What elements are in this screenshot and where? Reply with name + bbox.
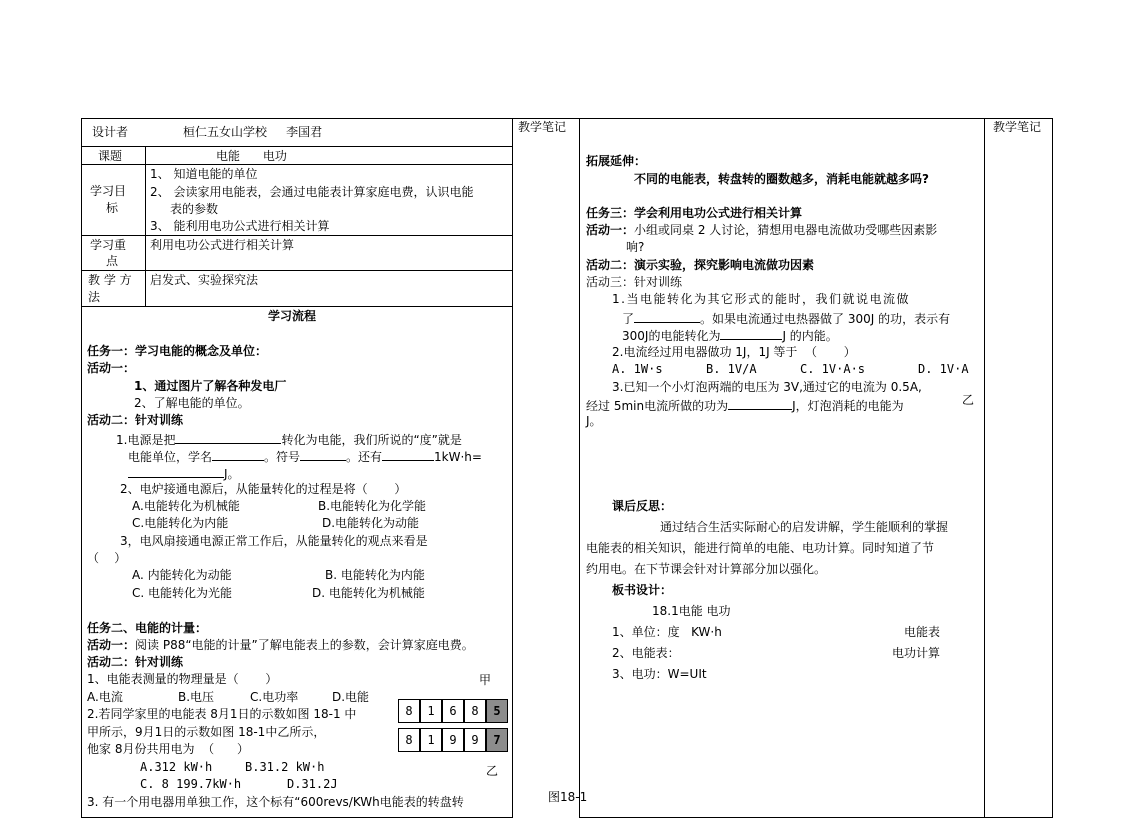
r-q3-text-a: 经过 5min电流所做的功为	[586, 399, 729, 413]
task1-q2: 2、电炉接通电源后，从能量转化的过程是将（ ）	[120, 482, 407, 496]
task2-title: 任务二、电能的计量：	[87, 621, 208, 635]
task2-q1-b: B.电压	[178, 690, 215, 704]
r-q1-l1: 1.当电能转化为其它形式的能时，我们就说电流做	[612, 292, 910, 306]
task2-q2-l2: 甲所示，9月1日的示数如图 18-1中乙所示，	[87, 725, 326, 739]
r-q3-l3: J。	[586, 414, 602, 428]
designer-value: 桓仁五女山学校 李国君	[183, 125, 323, 139]
figure-caption: 图18-1	[548, 790, 588, 804]
task3-title: 任务三：学会利用电功公式进行相关计算	[586, 206, 803, 220]
key-label: 学习重	[90, 238, 127, 252]
reflect-l2: 电能表的相关知识，能进行简单的电能、电功计算。同时知道了节	[586, 541, 935, 555]
row-line-5	[81, 306, 513, 307]
key-label-2: 点	[106, 254, 119, 268]
task2-q2-a: A.312 kW·h	[140, 760, 213, 774]
blank[interactable]	[382, 448, 434, 461]
board-item-3: 3、电功：W=UIt	[612, 667, 707, 681]
task2-q1-d: D.电能	[332, 690, 370, 704]
blank[interactable]	[128, 465, 224, 478]
key-value: 利用电功公式进行相关计算	[150, 238, 295, 252]
label-jia: 甲	[479, 673, 492, 687]
task1-activity2: 活动二：针对训练	[87, 413, 184, 427]
r-q3-text-b: J，灯泡消耗的电能为	[792, 399, 904, 413]
r-q1-l3	[622, 327, 838, 344]
label-yi: 乙	[486, 764, 499, 778]
task1-q3-b: B. 电能转化为内能	[325, 568, 425, 582]
task1-q1-line2	[128, 448, 482, 465]
r-q3-l2	[586, 397, 904, 414]
task1-item1: 1、通过图片了解各种发电厂	[134, 379, 287, 393]
board-heading: 18.1电能 电功	[652, 604, 731, 618]
meter2-digit-decimal: 7	[486, 728, 508, 752]
flow-title: 学习流程	[268, 309, 317, 323]
meter1-digit: 8	[398, 699, 420, 723]
board-item-1-right: 电能表	[904, 625, 941, 639]
task2-q2-l3: 他家 8月份共用电为 （ ）	[87, 742, 249, 756]
task1-item2: 2、了解电能的单位。	[134, 396, 250, 410]
task2-activity1-text: 阅读 P88“电能的计量”了解电能表上的参数，会计算家庭电费。	[135, 638, 474, 652]
right-notes-divider	[984, 118, 985, 818]
task1-q1-line3	[128, 465, 240, 482]
task2-q1-c: C.电功率	[250, 690, 299, 704]
blank[interactable]	[175, 431, 281, 444]
reflect-l3: 约用电。在下节课会针对计算部分加以强化。	[586, 562, 827, 576]
board-item-2-right: 电功计算	[892, 646, 941, 660]
meter1-digit: 6	[442, 699, 464, 723]
task2-q1: 1、电能表测量的物理量是（ ）	[87, 672, 278, 686]
blank[interactable]	[300, 448, 346, 461]
task2-q2-c: C. 8 199.7kW·h	[140, 777, 242, 791]
blank[interactable]	[212, 448, 264, 461]
task2-q2-b: B.31.2 kW·h	[245, 760, 325, 774]
goals-label-2: 标	[106, 201, 119, 215]
meter1-digit: 1	[420, 699, 442, 723]
designer-label: 设计者	[92, 125, 129, 139]
q1-text-d: 。符号	[264, 450, 301, 464]
goal-3: 3、 能利用电功公式进行相关计算	[150, 219, 330, 233]
r-q2-b: B. 1V/A	[706, 362, 757, 376]
task3-activity3: 活动三：针对训练	[586, 275, 683, 289]
r-q1-text-d: J 的内能。	[782, 329, 838, 343]
notes-header-left: 教学笔记	[518, 120, 567, 134]
task2-activity1-label: 活动一：	[87, 638, 136, 652]
task3-activity1-label: 活动一：	[586, 223, 635, 237]
q1-text-g: J。	[224, 467, 240, 481]
task1-q3-d: D. 电能转化为机械能	[312, 586, 425, 600]
meter2-digit: 9	[464, 728, 486, 752]
meter2-digit: 8	[398, 728, 420, 752]
topic-label: 课题	[98, 149, 123, 163]
goal-1: 1、 知道电能的单位	[150, 167, 258, 181]
r-q1-text-b: 。如果电流通过电热器做了 300J 的功，表示有	[700, 312, 951, 326]
meter2-digit: 9	[442, 728, 464, 752]
board-item-1: 1、单位：度 KW·h	[612, 625, 722, 639]
task1-activity1: 活动一：	[87, 361, 136, 375]
task3-activity1-text: 小组或同桌 2 人讨论，猜想用电器电流做功受哪些因素影	[634, 223, 938, 237]
blank[interactable]	[720, 327, 782, 340]
reflect-l1: 通过结合生活实际耐心的启发讲解，学生能顺利的掌握	[660, 520, 949, 534]
task3-activity2: 活动二：演示实验，探究影响电流做功因素	[586, 258, 815, 272]
task2-activity2: 活动二：针对训练	[87, 655, 184, 669]
r-q2-a: A. 1W·s	[612, 362, 663, 376]
topic-value: 电能 电功	[216, 149, 287, 163]
ext-question: 不同的电能表，转盘转的圈数越多，消耗电能就越多吗?	[634, 172, 929, 186]
r-q3-l1: 3.已知一个小灯泡两端的电压为 3V,通过它的电流为 0.5A,	[612, 380, 922, 394]
task2-activity1	[87, 638, 474, 653]
task2-q1-a: A.电流	[87, 690, 123, 704]
right-label-yi: 乙	[962, 393, 975, 407]
task1-q3-c: C. 电能转化为光能	[132, 586, 233, 600]
blank[interactable]	[634, 310, 700, 323]
goal-2: 2、 会读家用电能表，会通过电能表计算家庭电费，认识电能	[150, 185, 474, 199]
task1-title: 任务一：学习电能的概念及单位：	[87, 344, 268, 358]
task1-q2-a: A.电能转化为机械能	[132, 499, 240, 513]
task2-q2-l1: 2.若同学家里的电能表 8月1日的示数如图 18-1 中	[87, 707, 357, 721]
goals-label: 学习目	[90, 184, 127, 198]
task1-q2-d: D.电能转化为动能	[322, 516, 420, 530]
right-top-line	[513, 118, 1053, 119]
task3-activity1-cont: 响?	[626, 240, 645, 254]
goal-2-cont: 表的参数	[170, 202, 219, 216]
meter2-digit: 1	[420, 728, 442, 752]
q1-text-b: 转化为电能，我们所说的“度”就是	[281, 433, 462, 447]
meter1-digit: 8	[464, 699, 486, 723]
q1-text-c: 电能单位，学名	[128, 450, 213, 464]
meter1-digit-decimal: 5	[486, 699, 508, 723]
r-q2-c: C. 1V·A·s	[800, 362, 866, 376]
label-column-divider	[145, 146, 146, 306]
r-q1-text-a: 了	[622, 312, 635, 326]
task1-q3-a: A. 内能转化为动能	[132, 568, 232, 582]
task2-q3-cut: 3. 有一个用电器用单独工作，这个标有“600revs/KWh电能表的转盘转	[87, 795, 464, 809]
method-label: 教 学 方	[88, 273, 132, 287]
q1-text-a: 1.电源是把	[116, 433, 176, 447]
r-q1-text-c: 300J的电能转化为	[622, 329, 721, 343]
blank[interactable]	[728, 397, 792, 410]
board-item-2: 2、电能表：	[612, 646, 680, 660]
board-title: 板书设计：	[612, 583, 673, 597]
method-value: 启发式、实验探究法	[150, 273, 259, 287]
task1-q2-b: B.电能转化为化学能	[318, 499, 427, 513]
task1-q3: 3，电风扇接通电源正常工作后，从能量转化的观点来看是	[120, 534, 428, 548]
task1-q3-paren: （ ）	[87, 551, 127, 565]
task3-activity1	[586, 223, 937, 238]
r-q2-d: D. 1V·A	[918, 362, 969, 376]
r-q1-l2	[622, 310, 950, 327]
q1-text-e: 。还有	[346, 450, 383, 464]
task2-q2-d: D.31.2J	[287, 777, 338, 791]
notes-header-right: 教学笔记	[993, 120, 1042, 134]
method-label-2: 法	[88, 290, 101, 304]
q1-text-f: 1kW·h=	[434, 450, 482, 464]
task1-q2-c: C.电能转化为内能	[132, 516, 229, 530]
ext-title: 拓展延伸：	[586, 154, 647, 168]
r-q2: 2.电流经过用电器做功 1J，1J 等于 （ ）	[612, 345, 856, 359]
reflect-title: 课后反思：	[612, 499, 673, 513]
task1-q1-line1	[116, 431, 462, 448]
